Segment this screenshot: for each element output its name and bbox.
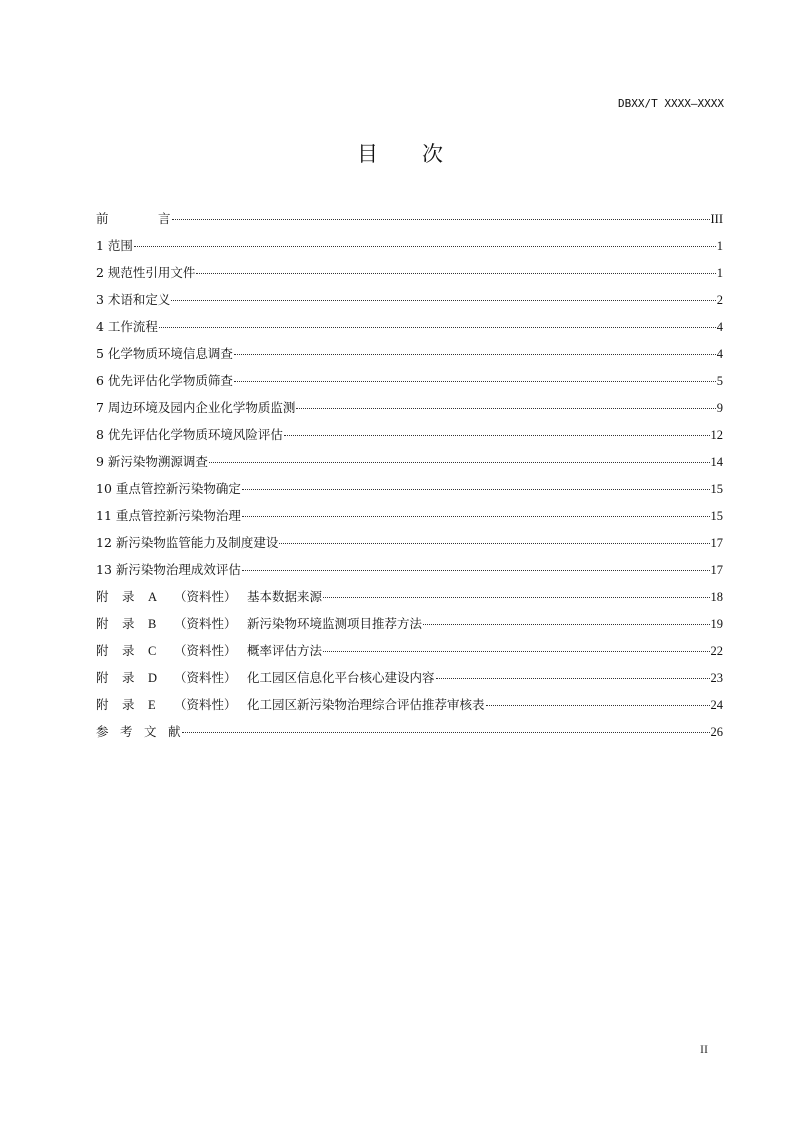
table-of-contents xyxy=(96,210,723,750)
toc-entry-page: 1 xyxy=(716,266,723,280)
toc-entry-page: 9 xyxy=(716,401,723,415)
toc-entry-page: 1 xyxy=(716,239,723,253)
toc-entry-label: 前 言 xyxy=(96,211,171,226)
toc-entry-label: 9 新污染物溯源调查 xyxy=(96,454,208,469)
toc-appendix-label: 附 录 A （资料性） 基本数据来源 xyxy=(96,589,323,604)
toc-entry-page: 15 xyxy=(710,482,723,496)
toc-entry-label: 参 考 文 献 xyxy=(96,724,181,739)
toc-leader-dots xyxy=(279,543,709,544)
toc-entry-page: 22 xyxy=(710,644,723,658)
toc-entry-page: 23 xyxy=(710,671,723,685)
page-number: II xyxy=(700,1042,708,1056)
toc-entry-page: 5 xyxy=(716,374,723,388)
toc-entry-label: 13 新污染物治理成效评估 xyxy=(96,562,241,577)
toc-leader-dots xyxy=(182,732,710,733)
toc-appendix-label: 附 录 B （资料性） 新污染物环境监测项目推荐方法 xyxy=(96,616,423,631)
toc-entry-references[interactable] xyxy=(96,723,723,750)
toc-leader-dots xyxy=(234,354,716,355)
page-title xyxy=(0,138,800,168)
toc-entry-label: 12 新污染物监管能力及制度建设 xyxy=(96,535,279,550)
toc-leader-dots xyxy=(323,597,709,598)
toc-entry-label: 2 规范性引用文件 xyxy=(96,265,196,280)
toc-entry[interactable] xyxy=(96,237,723,264)
toc-entry-page: 18 xyxy=(710,590,723,604)
toc-entry-page: 14 xyxy=(710,455,723,469)
toc-leader-dots xyxy=(234,381,716,382)
toc-leader-dots xyxy=(323,651,709,652)
toc-entry-page: 19 xyxy=(710,617,723,631)
toc-leader-dots xyxy=(296,408,715,409)
toc-entry[interactable] xyxy=(96,399,723,426)
toc-leader-dots xyxy=(284,435,710,436)
title-char-1: 目 xyxy=(357,142,378,166)
toc-leader-dots xyxy=(172,219,710,220)
toc-leader-dots xyxy=(486,705,710,706)
toc-entry-page: 15 xyxy=(710,509,723,523)
toc-leader-dots xyxy=(423,624,709,625)
toc-appendix-e[interactable] xyxy=(96,696,723,723)
title-char-2: 次 xyxy=(422,142,443,166)
toc-entry-label: 6 优先评估化学物质筛查 xyxy=(96,373,233,388)
toc-entry-label: 8 优先评估化学物质环境风险评估 xyxy=(96,427,283,442)
toc-entry[interactable] xyxy=(96,426,723,453)
toc-entry[interactable] xyxy=(96,453,723,480)
toc-entry-preface[interactable] xyxy=(96,210,723,237)
toc-leader-dots xyxy=(159,327,716,328)
toc-entry-page: 4 xyxy=(716,347,723,361)
toc-entry[interactable] xyxy=(96,372,723,399)
toc-leader-dots xyxy=(242,489,710,490)
toc-entry[interactable] xyxy=(96,345,723,372)
toc-appendix-label: 附 录 D （资料性） 化工园区信息化平台核心建设内容 xyxy=(96,670,435,685)
toc-entry-page: 4 xyxy=(716,320,723,334)
toc-appendix-d[interactable] xyxy=(96,669,723,696)
toc-appendix-label: 附 录 C （资料性） 概率评估方法 xyxy=(96,643,323,658)
document-code: DBXX/T XXXX—XXXX xyxy=(618,97,724,110)
toc-leader-dots xyxy=(196,273,715,274)
toc-leader-dots xyxy=(436,678,710,679)
toc-entry[interactable] xyxy=(96,480,723,507)
toc-entry-label: 3 术语和定义 xyxy=(96,292,171,307)
toc-entry[interactable] xyxy=(96,561,723,588)
toc-entry[interactable] xyxy=(96,534,723,561)
toc-appendix-b[interactable] xyxy=(96,615,723,642)
toc-entry-page: 26 xyxy=(710,725,723,739)
toc-leader-dots xyxy=(171,300,715,301)
toc-entry-page: 2 xyxy=(716,293,723,307)
toc-leader-dots xyxy=(209,462,710,463)
toc-entry[interactable] xyxy=(96,507,723,534)
toc-entry-page: 17 xyxy=(710,563,723,577)
toc-appendix-a[interactable] xyxy=(96,588,723,615)
toc-leader-dots xyxy=(242,516,710,517)
toc-leader-dots xyxy=(134,246,716,247)
toc-entry-label: 10 重点管控新污染物确定 xyxy=(96,481,241,496)
toc-entry[interactable] xyxy=(96,291,723,318)
toc-entry[interactable] xyxy=(96,264,723,291)
toc-entry-label: 11 重点管控新污染物治理 xyxy=(96,508,241,523)
toc-entry[interactable] xyxy=(96,318,723,345)
toc-appendix-label: 附 录 E （资料性） 化工园区新污染物治理综合评估推荐审核表 xyxy=(96,697,485,712)
toc-entry-label: 7 周边环境及园内企业化学物质监测 xyxy=(96,400,296,415)
toc-entry-page: 12 xyxy=(710,428,723,442)
toc-entry-label: 4 工作流程 xyxy=(96,319,158,334)
toc-entry-page: III xyxy=(710,212,723,226)
toc-leader-dots xyxy=(242,570,710,571)
toc-entry-label: 5 化学物质环境信息调查 xyxy=(96,346,233,361)
toc-entry-page: 24 xyxy=(710,698,723,712)
toc-appendix-c[interactable] xyxy=(96,642,723,669)
toc-entry-label: 1 范围 xyxy=(96,238,133,253)
toc-entry-page: 17 xyxy=(710,536,723,550)
